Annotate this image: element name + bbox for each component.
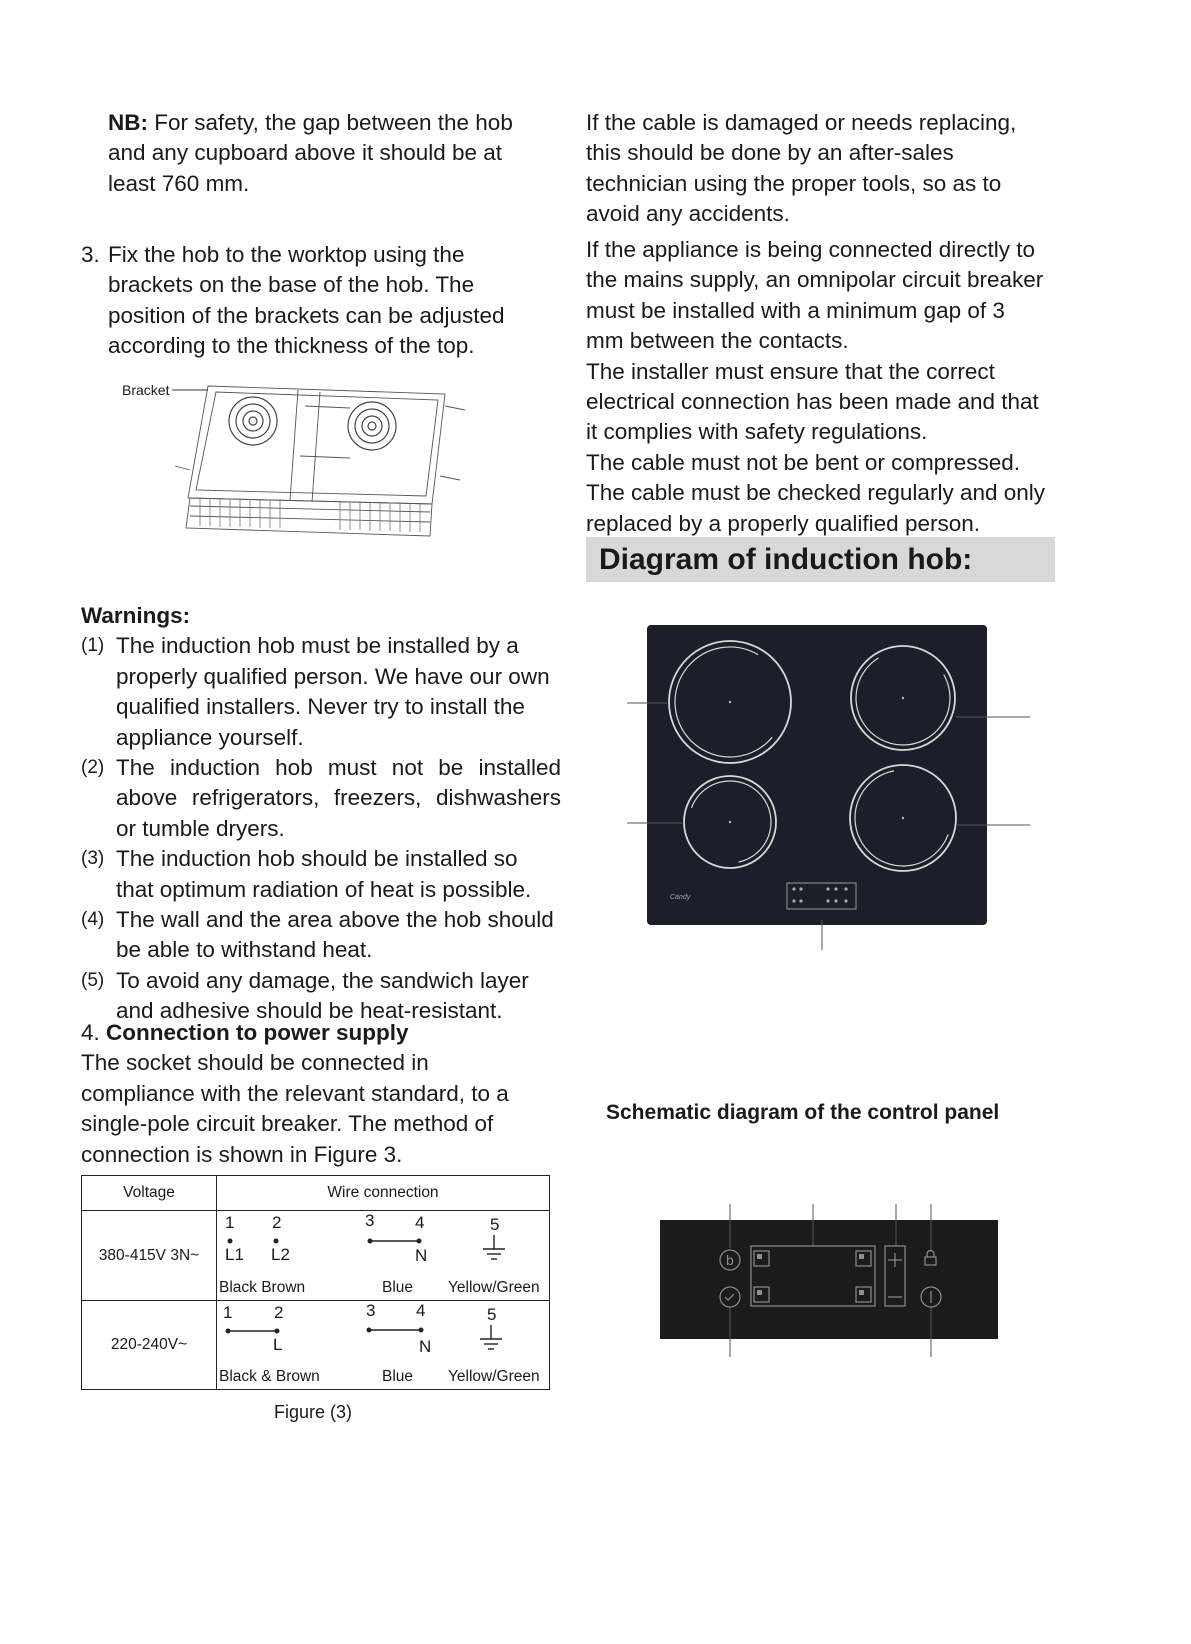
nb-label: NB:: [108, 110, 148, 135]
warnings-section: [81, 601, 561, 1027]
table-row: [82, 1211, 550, 1301]
step-3: [81, 240, 531, 362]
warning-item: (2) The induction hob must not be installed above refrigerators, freezers, dishwashers or tumble dryers.: [81, 755, 561, 841]
brand-logo: Candy: [670, 894, 691, 901]
warning-item: (3) The induction hob should be installed so that optimum radiation of heat is possible.: [81, 846, 532, 902]
step-4-title: Connection to power supply: [106, 1020, 409, 1045]
step-3-text: Fix the hob to the worktop using the brackets on the base of the hob. The position of the brackets can be adjusted according to the thickness of the top.: [108, 242, 505, 359]
svg-text:b: b: [726, 1252, 734, 1268]
cable-replacement-note: If the cable is damaged or needs replacing, this should be done by an after-sales technician using the proper tools, so as to avoid any accidents.: [586, 110, 1017, 227]
electrical-connection-notes: If the appliance is being connected directly to the mains supply, an omnipolar circuit breaker must be installed with a minimum gap of 3 mm between the contacts. The installer must ensure that the correct electrical connection has been made and that it complies with safety regulations. The cable must not be bent or compressed. The cable must be checked regularly and only replaced by a properly qualified person.: [586, 237, 1046, 536]
wire-cell: 1 2 3 4 5 L1 L2 N Black Brown Blue Yellow/Green: [217, 1211, 550, 1301]
wire-symbols: [217, 1301, 547, 1371]
step-4-text: The socket should be connected in compliance with the relevant standard, to a single-pole circuit breaker. The method of connection is shown in Figure 3.: [81, 1050, 509, 1167]
table-row: [82, 1301, 550, 1390]
table-header-wire: Wire connection: [217, 1176, 550, 1211]
table-header-voltage: Voltage: [82, 1176, 217, 1211]
warnings-title: Warnings:: [81, 603, 191, 628]
wire-connection-table: [81, 1175, 550, 1390]
bracket-illustration: [120, 376, 480, 556]
warning-item: (5) To avoid any damage, the sandwich layer and adhesive should be heat-resistant.: [81, 967, 529, 1024]
step-4: [81, 1018, 531, 1170]
warning-item: (4) The wall and the area above the hob should be able to withstand heat.: [81, 907, 554, 963]
figure-caption: Figure (3): [274, 1402, 353, 1422]
step-4-number: 4.: [81, 1020, 100, 1045]
nb-text: For safety, the gap between the hob and any cupboard above it should be at least 760 mm.: [108, 110, 513, 196]
wire-symbols: [217, 1211, 547, 1281]
bracket-label: Bracket: [122, 382, 170, 398]
induction-hob-diagram: [620, 620, 1040, 955]
warning-item: (1) The induction hob must be installed by a properly qualified person. We have our own qualified installers. Never try to install the appliance yourself.: [81, 633, 550, 750]
control-panel-diagram: [655, 1200, 1005, 1360]
diagram-heading: Diagram of induction hob:: [586, 537, 1055, 582]
nb-note: [108, 108, 548, 199]
control-panel-title: Schematic diagram of the control panel: [606, 1101, 1000, 1124]
voltage-cell: 380-415V 3N~: [82, 1211, 217, 1301]
hob-bracket-drawing: [120, 376, 480, 556]
wire-cell: 1 2 3 4 5 L N Black & Brown Blue Yellow/Green: [217, 1301, 550, 1390]
voltage-cell: 220-240V~: [82, 1301, 217, 1390]
step-3-number: 3.: [81, 242, 100, 267]
